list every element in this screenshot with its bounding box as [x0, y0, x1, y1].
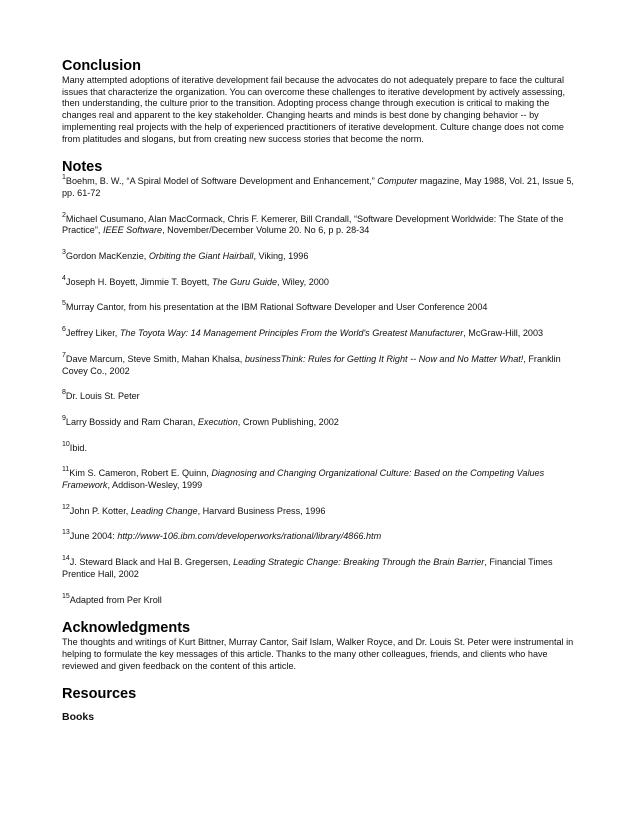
note-text-suffix: , Harvard Business Press, 1996 — [197, 505, 326, 516]
note-title: businessThink: Rules for Getting It Right -- Now and No Matter What! — [244, 353, 524, 364]
note-number: 11 — [62, 466, 70, 474]
note-text: Michael Cusumano, Alan MacCormack, Chris F. Kemerer, Bill Crandall, “Software Development Worldwide: The State of the Practice”, — [62, 213, 564, 236]
note-item — [62, 468, 582, 491]
note-item — [62, 440, 582, 455]
note-text: Boehm, B. W., “A Spiral Model of Software Development and Enhancement,” — [65, 176, 378, 187]
note-number: 1 — [62, 174, 66, 182]
note-text: Kim S. Cameron, Robert E. Quinn, — [69, 468, 212, 479]
note-title: The Guru Guide — [211, 276, 278, 287]
note-text-suffix: , Franklin Covey Co., 2002 — [62, 353, 561, 376]
conclusion-text: Many attempted adoptions of iterative development fail because the advocates do not adequately prepare to face the cultural issues that characterize the organization. You can overcome these challenges to iterative development by actively assessing, then understanding, the culture prior to the transition. Adopting process change through execution is critical to making the changes real and apparent to the key stakeholder. Changing hearts and minds is best done by changing behavior -- by implementing real projects with the help of experienced practitioners of iterative development. Culture change does not come from platitudes and slogans, but from creating new success stories that become the norm. — [62, 75, 565, 144]
note-text: Ibid. — [69, 442, 87, 453]
note-text: Adapted from Per Kroll — [69, 594, 162, 605]
note-item — [62, 391, 582, 403]
conclusion-section — [62, 58, 582, 145]
note-item — [62, 592, 582, 607]
acknowledgments-heading: Acknowledgments — [62, 620, 191, 637]
resources-heading: Resources — [62, 686, 137, 703]
note-item — [62, 557, 582, 580]
note-item — [62, 211, 582, 237]
note-text: Dave Marcum, Steve Smith, Mahan Khalsa, — [65, 353, 245, 364]
note-number: 8 — [62, 389, 66, 397]
note-text: June 2004: — [69, 531, 118, 542]
note-item — [62, 503, 582, 518]
note-text-suffix: magazine, May 1988, Vol. 21, Issue 5, pp. 61-72 — [62, 176, 574, 198]
note-item — [62, 351, 582, 377]
note-text: Larry Bossidy and Ram Charan, — [65, 416, 198, 427]
note-title: Computer — [377, 176, 418, 187]
resources-section — [62, 686, 582, 723]
note-number: 5 — [62, 300, 66, 308]
note-number: 12 — [62, 503, 70, 511]
note-text-suffix: , Wiley, 2000 — [277, 276, 329, 287]
note-title: Diagnosing and Changing Organizational Culture: Based on the Competing Values Framework — [62, 468, 545, 491]
note-number: 6 — [62, 326, 66, 334]
note-link[interactable]: http://www-106.ibm.com/developerworks/rational/library/4866.htm — [117, 531, 382, 542]
note-title: Leading Strategic Change: Breaking Through the Brain Barrier — [233, 557, 485, 568]
note-number: 10 — [62, 440, 70, 448]
note-title: IEEE Software — [102, 225, 163, 236]
note-text: Joseph H. Boyett, Jimmie T. Boyett, — [65, 276, 212, 287]
note-text-suffix: , Financial Times Prentice Hall, 2002 — [62, 557, 553, 579]
note-number: 15 — [62, 592, 70, 600]
note-text: J. Steward Black and Hal B. Gregersen, — [69, 557, 234, 568]
note-number: 3 — [62, 249, 66, 256]
note-title: Leading Change — [130, 505, 198, 516]
note-item — [62, 531, 582, 543]
note-text: John P. Kotter, — [69, 505, 131, 516]
document-page — [62, 58, 582, 723]
note-number: 2 — [62, 211, 66, 219]
note-number: 14 — [62, 555, 70, 563]
note-item — [62, 414, 582, 429]
note-number: 4 — [62, 274, 66, 282]
note-item — [62, 302, 582, 314]
note-text: Jeffrey Liker, — [65, 328, 120, 339]
notes-list — [62, 176, 582, 606]
note-number: 13 — [62, 529, 70, 537]
note-number: 9 — [62, 414, 66, 422]
conclusion-heading: Conclusion — [62, 58, 141, 74]
note-text-suffix: , McGraw-Hill, 2003 — [463, 328, 544, 339]
note-text: Murray Cantor, from his presentation at the IBM Rational Software Developer and User Conference 2004 — [65, 302, 488, 313]
note-item — [62, 328, 582, 340]
note-item — [62, 176, 582, 199]
note-text-suffix: , Addison-Wesley, 1999 — [107, 480, 203, 491]
note-text-suffix: , Viking, 1996 — [253, 251, 309, 262]
note-title: Orbiting the Giant Hairball — [148, 251, 254, 262]
notes-section — [62, 159, 582, 606]
note-text: Dr. Louis St. Peter — [65, 391, 140, 402]
note-text: Gordon MacKenzie, — [65, 251, 149, 262]
note-text-suffix: , Crown Publishing, 2002 — [237, 416, 339, 427]
note-text-suffix: , November/December Volume 20. No 6, p p. 28-34 — [162, 225, 370, 236]
acknowledgments-section — [62, 620, 582, 672]
note-number: 7 — [62, 351, 66, 359]
note-item — [62, 251, 582, 263]
note-title: The Toyota Way: 14 Management Principles From the World's Greatest Manufacturer — [119, 328, 464, 339]
note-title: Execution — [197, 416, 238, 427]
acknowledgments-text: The thoughts and writings of Kurt Bittner, Murray Cantor, Saif Islam, Walker Royce, and Dr. Louis St. Peter were instrumental in helping to formulate the key messages of this article. Thanks to the many other colleagues, friends, and clients who have reviewed and given feedback on the content of this article. — [62, 637, 574, 671]
books-subheading: Books — [62, 711, 95, 724]
notes-heading: Notes — [62, 159, 103, 176]
note-item — [62, 274, 582, 289]
